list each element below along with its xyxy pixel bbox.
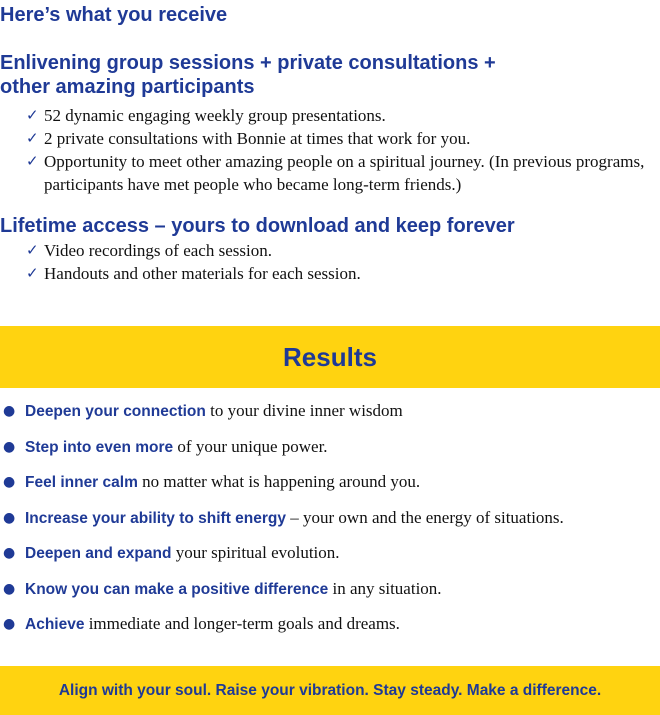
list-item bbox=[26, 127, 660, 150]
result-item bbox=[0, 577, 660, 613]
list-item bbox=[26, 239, 626, 262]
result-text: in any situation. bbox=[328, 578, 442, 598]
result-item bbox=[0, 470, 660, 506]
page-title: Here’s what you receive bbox=[0, 4, 228, 26]
footer-tagline: Align with your soul. Raise your vibration. Stay steady. Make a difference. bbox=[58, 681, 602, 699]
result-item bbox=[0, 612, 660, 648]
result-emphasis: Achieve bbox=[25, 616, 85, 633]
result-emphasis: Deepen your connection bbox=[25, 403, 206, 420]
results-banner bbox=[0, 326, 660, 388]
result-item bbox=[0, 399, 660, 435]
result-emphasis: Deepen and expand bbox=[25, 545, 172, 562]
result-text: immediate and longer-term goals and dreams. bbox=[84, 614, 400, 633]
checkmark-icon: ✓ bbox=[26, 241, 39, 259]
result-emphasis: Step into even more bbox=[25, 438, 174, 456]
result-text: to your divine inner wisdom bbox=[205, 401, 403, 420]
list-item-text: 2 private consultations with Bonnie at times that work for you. bbox=[44, 129, 471, 148]
checkmark-icon: ✓ bbox=[26, 129, 39, 147]
checkmark-icon: ✓ bbox=[26, 152, 39, 170]
bullet-icon: ● bbox=[3, 616, 16, 632]
bullet-icon: ● bbox=[3, 474, 16, 490]
checkmark-icon: ✓ bbox=[26, 106, 39, 124]
result-emphasis: Increase your ability to shift energy bbox=[25, 509, 286, 527]
result-text: your spiritual evolution. bbox=[171, 543, 340, 562]
lifetime-list bbox=[26, 239, 626, 285]
results-list bbox=[0, 399, 660, 648]
sessions-list bbox=[26, 104, 660, 196]
list-item bbox=[26, 104, 660, 127]
lifetime-heading: Lifetime access – yours to download and keep forever bbox=[0, 215, 515, 237]
bullet-icon: ● bbox=[3, 438, 16, 455]
result-item bbox=[0, 506, 660, 542]
list-item-text: Opportunity to meet other amazing people on a spiritual journey. (In previous programs, participants have met people who became long-term friends.) bbox=[44, 152, 645, 194]
results-title: Results bbox=[283, 341, 377, 372]
list-item bbox=[26, 150, 660, 196]
result-item bbox=[0, 541, 660, 577]
result-text: no matter what is happening around you. bbox=[137, 472, 421, 491]
checkmark-icon: ✓ bbox=[26, 264, 39, 282]
bullet-icon: ● bbox=[3, 509, 16, 526]
list-item-text: Video recordings of each session. bbox=[44, 241, 272, 260]
bullet-icon: ● bbox=[3, 580, 16, 597]
result-text: of your unique power. bbox=[173, 436, 328, 456]
result-emphasis: Feel inner calm bbox=[25, 474, 138, 491]
list-item-text: 52 dynamic engaging weekly group presentations. bbox=[44, 106, 386, 125]
bullet-icon: ● bbox=[3, 545, 16, 561]
result-item bbox=[0, 435, 660, 471]
bullet-icon: ● bbox=[3, 403, 16, 419]
sessions-heading: Enlivening group sessions + private consultations + other amazing participants bbox=[0, 52, 496, 98]
result-text: – your own and the energy of situations. bbox=[286, 507, 564, 527]
list-item-text: Handouts and other materials for each session. bbox=[44, 264, 361, 283]
result-emphasis: Know you can make a positive difference bbox=[25, 580, 329, 598]
footer-banner bbox=[0, 666, 660, 715]
list-item bbox=[26, 262, 626, 285]
